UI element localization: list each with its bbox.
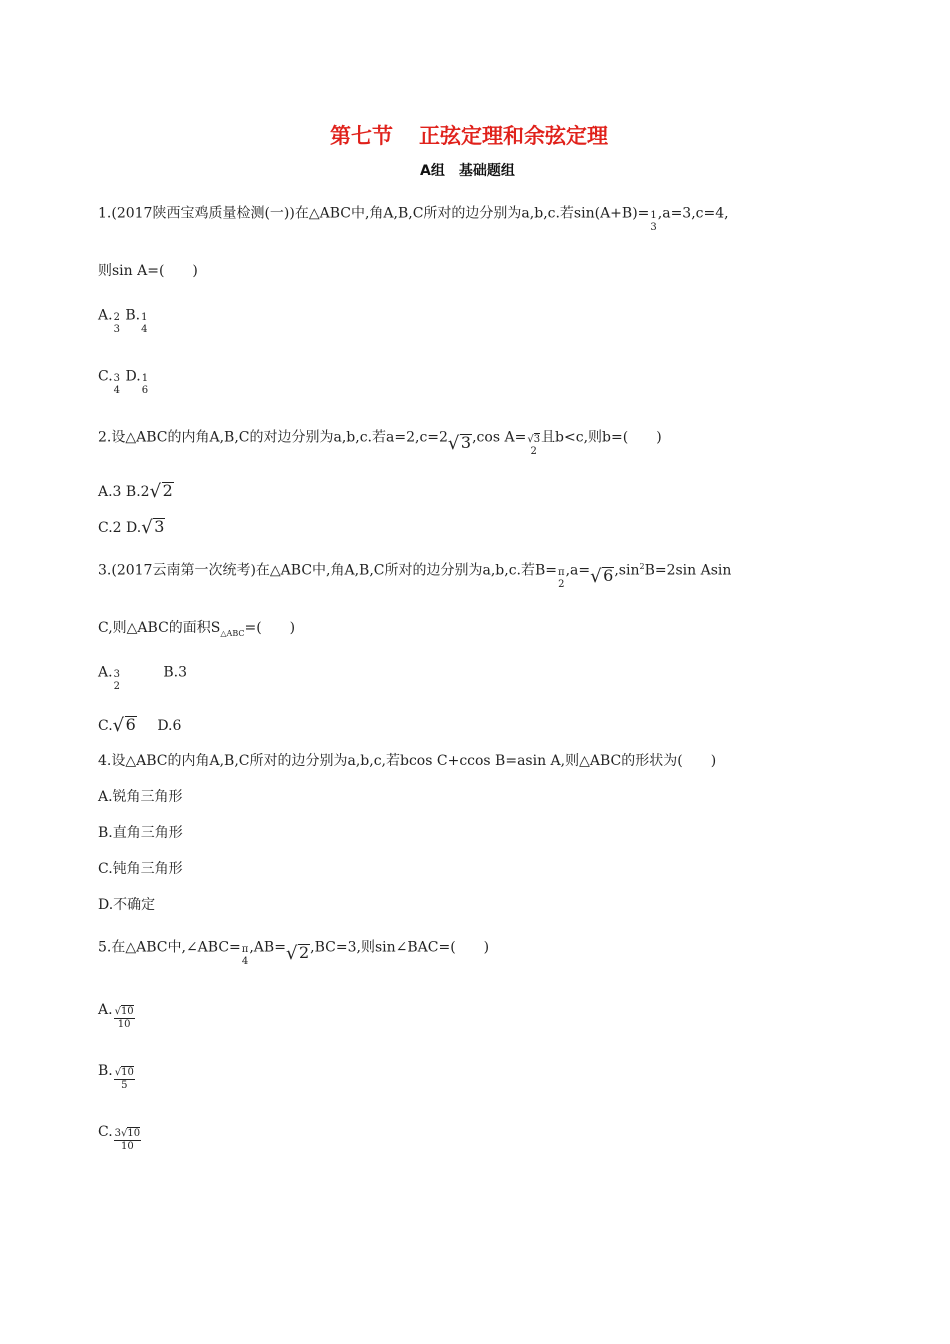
- q5-option-a-label: A.: [98, 1002, 113, 1018]
- q2-option-c: C.2: [98, 520, 122, 536]
- q4-option-a: A.锐角三角形: [98, 789, 183, 805]
- q3-area-end: =( ): [244, 620, 296, 636]
- q5-option-c-label: C.: [98, 1124, 113, 1140]
- page-title: [330, 126, 608, 147]
- q3-area: C,则△ABC的面积S: [98, 620, 221, 636]
- q1-stem: 1.(2017陕西宝鸡质量检测(一))在△ABC中,角A,B,C所对的边分别为a,b,c.若sin(A+B)=: [98, 205, 650, 222]
- q5-option-b-frac: $\frac{√10}{5}$: [114, 1067, 134, 1091]
- q2-options-cd: [98, 518, 165, 535]
- q4-option-d: D.不确定: [98, 897, 156, 913]
- q2-option-b: B.2: [125, 484, 150, 500]
- question-2: [98, 426, 662, 457]
- q3-option-c: C.: [98, 718, 113, 734]
- q5-stem-end: ,BC=3,则sin∠BAC=( ): [310, 939, 490, 956]
- q5-option-a-frac: $\frac{√10}{10}$: [114, 1006, 134, 1030]
- q1-options-cd: [98, 365, 149, 396]
- q3-sqrt-a: √ 6: [590, 567, 614, 584]
- q3-options-ab: [98, 661, 188, 692]
- q2-option-d: D.: [126, 520, 142, 536]
- q5-stem-ab: ,AB=: [249, 939, 286, 956]
- q4-option-b: B.直角三角形: [98, 825, 183, 841]
- q1-option-b: B.: [125, 307, 141, 324]
- q1-stem-cont: ,a=3,c=4,: [657, 205, 729, 222]
- q3-option-a: A.: [98, 664, 113, 681]
- q3-option-d: D.6: [157, 718, 182, 734]
- q3-subscript: △ABC: [220, 628, 245, 638]
- q5-option-c: [98, 1120, 142, 1152]
- q3-option-c-sqrt: √ 6: [113, 716, 137, 733]
- q2-stem: 2.设△ABC的内角A,B,C的对边分别为a,b,c.若a=2,c=2: [98, 429, 448, 446]
- q1-option-a: A.: [98, 307, 113, 324]
- q1-option-d-frac: 1 6: [141, 373, 149, 396]
- q2-option-b-sqrt: √ 2: [150, 482, 174, 499]
- question-5: [98, 936, 490, 967]
- q2-stem-cont: ,cos A=: [472, 429, 527, 446]
- q1-option-c: C.: [98, 368, 113, 385]
- q2-option-a: A.3: [98, 484, 122, 500]
- q5-stem: 5.在△ABC中,∠ABC=: [98, 939, 241, 956]
- question-3-line-2: [98, 621, 295, 638]
- q5-option-b-label: B.: [98, 1063, 113, 1079]
- q5-option-a: [98, 998, 136, 1030]
- q3-stem: 3.(2017云南第一次统考)在△ABC中,角A,B,C所对的边分别为a,b,c.若B=: [98, 562, 558, 579]
- q1-option-a-frac: 2 3: [113, 312, 120, 335]
- title-text: 正弦定理和余弦定理: [419, 124, 608, 148]
- q1-option-d: D.: [125, 368, 141, 385]
- q1-option-c-frac: 3 4: [113, 373, 121, 396]
- q3-options-cd: [98, 716, 181, 733]
- q4-option-c: C.钝角三角形: [98, 861, 183, 877]
- question-4: 4.设△ABC的内角A,B,C所对的边分别为a,b,c,若bcos C+ccos B=asin A,则△ABC的形状为( ): [98, 753, 717, 769]
- q1-fraction: 1 3: [650, 210, 657, 233]
- q2-option-d-sqrt: √ 3: [141, 518, 165, 535]
- q5-fraction: π 4: [241, 944, 249, 967]
- q2-sqrt-c: √ 3: [448, 434, 472, 451]
- q2-stem-end: 且b<c,则b=( ): [541, 429, 662, 446]
- question-1: [98, 202, 729, 233]
- title-section: 第七节: [330, 124, 393, 148]
- q3-fraction: π 2: [558, 567, 565, 590]
- q3-option-a-frac: 3 2: [113, 669, 120, 692]
- q3-stem-sin: ,sin: [614, 562, 640, 579]
- q5-option-b: [98, 1059, 136, 1091]
- q5-option-c-frac: $\frac{3√10}{10}$: [114, 1128, 141, 1152]
- q2-options-ab: [98, 482, 174, 499]
- question-3: [98, 559, 732, 590]
- q3-stem-end: B=2sin Asin: [644, 562, 732, 579]
- q3-option-b: B.3: [163, 664, 188, 681]
- group-heading: A组 基础题组: [420, 163, 515, 179]
- q1-option-b-frac: 1 4: [141, 312, 148, 335]
- q3-stem-a: ,a=: [565, 562, 591, 579]
- q3-superscript: 2: [639, 561, 645, 571]
- question-1-line-2: 则sin A=( ): [98, 263, 198, 279]
- q2-fraction: √3 2: [527, 434, 541, 457]
- q5-sqrt-ab: √ 2: [286, 944, 310, 961]
- q1-options-ab: [98, 304, 149, 335]
